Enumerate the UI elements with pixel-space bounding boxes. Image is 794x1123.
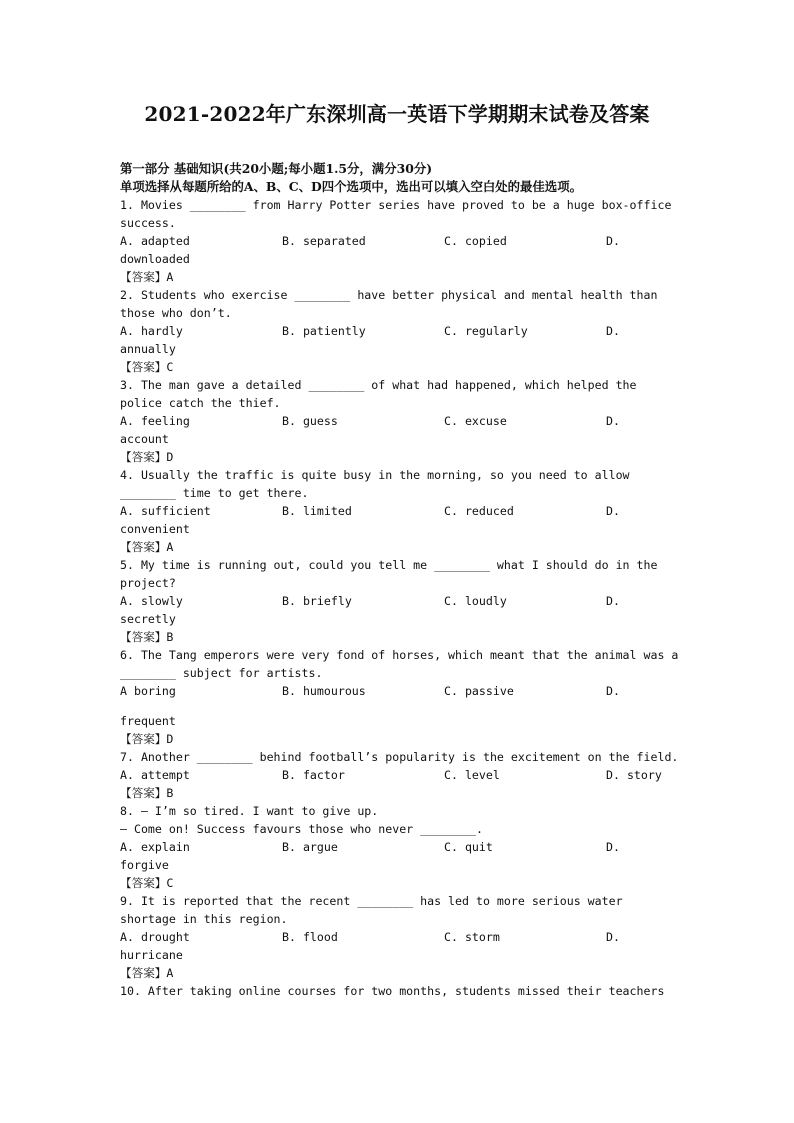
option-d: D. [606,684,620,698]
answer-label: 【答案】 [120,540,167,554]
answer-value: D [166,732,174,746]
option-a: A. attempt [120,768,190,782]
answer-line [120,268,680,286]
answer-label: 【答案】 [120,450,167,464]
answer-line [120,538,680,556]
option-d-text: hurricane [120,948,183,962]
option-b: B. briefly [282,594,352,608]
option-b: B. patiently [282,324,366,338]
option-c: C. copied [444,234,507,248]
option-d-text: account [120,432,169,446]
answer-label: 【答案】 [120,876,167,890]
option-b: B. argue [282,840,338,854]
question-4 [120,466,680,556]
answer-line [120,964,680,982]
question-stem: 9. It is reported that the recent ________ has led to more serious water shortage in this region. [120,894,623,926]
answer-value: A [166,540,174,554]
option-c: C. passive [444,684,514,698]
answer-label: 【答案】 [120,270,167,284]
question-stem: 10. After taking online courses for two months, students missed their teachers [120,984,665,998]
answer-value: A [166,270,174,284]
option-c: C. reduced [444,504,514,518]
section-instruction: 单项选择从每题所给的A、B、C、D四个选项中，选出可以填入空白处的最佳选项。 [120,179,582,194]
options-row [120,232,680,250]
question-5 [120,556,680,646]
option-a: A. explain [120,840,190,854]
answer-value: B [166,786,174,800]
answer-value: C [166,876,174,890]
question-10 [120,982,680,1000]
option-b: B. factor [282,768,345,782]
option-a: A. adapted [120,234,190,248]
options-row [120,592,680,610]
options-row [120,766,680,784]
answer-line [120,628,680,646]
option-c: C. storm [444,930,500,944]
option-d: D. [606,594,620,608]
option-d-text: frequent [120,714,176,728]
option-d: D. [606,930,620,944]
option-c: C. quit [444,840,493,854]
question-stem-line-2: — Come on! Success favours those who never ________. [120,822,483,836]
option-d: D. [606,840,620,854]
answer-line [120,358,680,376]
answer-value: C [166,360,174,374]
answer-label: 【答案】 [120,966,167,980]
option-d-text: downloaded [120,252,190,266]
question-3 [120,376,680,466]
question-stem: 1. Movies ________ from Harry Potter series have proved to be a huge box-office success. [120,198,672,230]
question-stem: 5. My time is running out, could you tell me ________ what I should do in the project? [120,558,658,590]
option-d-text: secretly [120,612,176,626]
question-9 [120,892,680,982]
option-d-text: convenient [120,522,190,536]
answer-value: A [166,966,174,980]
question-2 [120,286,680,376]
options-row [120,322,680,340]
document-body [120,160,680,1000]
option-b: B. limited [282,504,352,518]
answer-line [120,448,680,466]
question-stem: 4. Usually the traffic is quite busy in the morning, so you need to allow ________ time to get there. [120,468,630,500]
document-title: 2021-2022年广东深圳高一英语下学期期末试卷及答案 [144,102,650,126]
option-b: B. separated [282,234,366,248]
options-row [120,682,680,700]
answer-line [120,874,680,892]
option-a: A. drought [120,930,190,944]
answer-label: 【答案】 [120,360,167,374]
option-a: A. feeling [120,414,190,428]
answer-line [120,784,680,802]
question-stem: 2. Students who exercise ________ have better physical and mental health than those who don’t. [120,288,658,320]
question-8 [120,802,680,892]
option-b: B. flood [282,930,338,944]
question-stem: 7. Another ________ behind football’s popularity is the excitement on the field. [120,750,679,764]
answer-line [120,730,680,748]
options-row [120,412,680,430]
section-title: 第一部分 基础知识(共20小题;每小题1.5分，满分30分) [120,161,433,176]
question-1 [120,196,680,286]
option-c: C. excuse [444,414,507,428]
option-b: B. humourous [282,684,366,698]
option-a: A. slowly [120,594,183,608]
options-row [120,928,680,946]
question-stem: 8. — I’m so tired. I want to give up. [120,804,379,818]
option-d-text: annually [120,342,176,356]
answer-value: B [166,630,174,644]
options-row [120,502,680,520]
option-c: C. level [444,768,500,782]
option-d: D. [606,504,620,518]
answer-value: D [166,450,174,464]
spacer [120,700,680,712]
answer-label: 【答案】 [120,732,167,746]
option-d-text: forgive [120,858,169,872]
question-7 [120,748,680,802]
option-b: B. guess [282,414,338,428]
option-a: A boring [120,684,176,698]
option-c: C. loudly [444,594,507,608]
answer-label: 【答案】 [120,630,167,644]
option-a: A. sufficient [120,504,211,518]
option-d: D. [606,324,620,338]
options-row [120,838,680,856]
question-6 [120,646,680,748]
option-d: D. story [606,768,662,782]
answer-label: 【答案】 [120,786,167,800]
option-d: D. [606,234,620,248]
question-stem: 6. The Tang emperors were very fond of horses, which meant that the animal was a ________ subject for artists. [120,648,679,680]
option-d: D. [606,414,620,428]
option-a: A. hardly [120,324,183,338]
option-c: C. regularly [444,324,528,338]
question-stem: 3. The man gave a detailed ________ of what had happened, which helped the police catch the thief. [120,378,637,410]
